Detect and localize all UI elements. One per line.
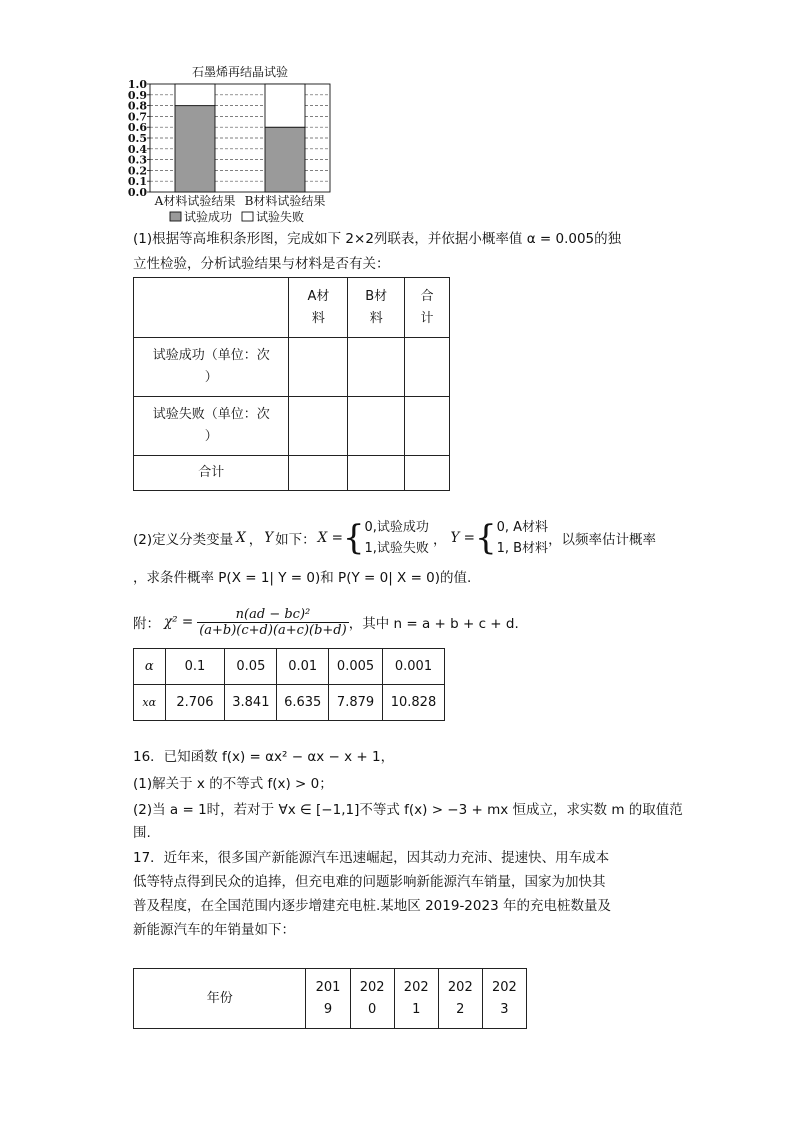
bar-fail	[175, 84, 215, 106]
y-tick-label: 0.8	[127, 99, 147, 113]
legend-label: 试验成功	[184, 210, 233, 224]
q1-line1: (1)根据等高堆积条形图，完成如下 2×2列联表，并依据小概率值 α = 0.005的独	[133, 231, 622, 247]
y-tick-label: 1.0	[127, 78, 147, 91]
table2-alpha-label: α	[134, 649, 166, 685]
table1-row-total: 合计	[134, 456, 289, 491]
table3-year: 202 1	[394, 969, 438, 1029]
table2-cell: 6.635	[277, 685, 329, 721]
q16-line4: 围.	[133, 825, 151, 841]
table1-cell	[289, 338, 348, 397]
q17-line4: 新能源汽车的年销量如下：	[133, 922, 295, 938]
contingency-table	[133, 277, 450, 491]
q2-line2: ，求条件概率 P(X = 1| Y = 0)和 P(Y = 0| X = 0)的值.	[133, 570, 472, 586]
table1-cell	[289, 397, 348, 456]
q1-line2: 立性检验，分析试验结果与材料是否有关：	[133, 256, 390, 272]
q17-line3: 普及程度，在全国范围内逐步增建充电桩.某地区 2019-2023 年的充电桩数量及	[133, 898, 611, 914]
table2-cell: 0.01	[277, 649, 329, 685]
table1-cell	[405, 456, 450, 491]
y-tick-label: 0.2	[127, 164, 147, 178]
table1-row-success: 试验成功（单位：次 ）	[134, 338, 289, 397]
y-tick-label: 0.3	[127, 153, 147, 167]
legend-swatch	[170, 212, 181, 221]
table1-cell	[405, 397, 450, 456]
y-tick-label: 0.7	[127, 110, 147, 124]
table1-cell	[348, 338, 405, 397]
table1-cell	[348, 456, 405, 491]
table2-x-label: xα	[134, 685, 166, 721]
table3-year: 202 3	[482, 969, 526, 1029]
stacked-bar-chart	[128, 62, 343, 227]
table1-corner	[134, 278, 289, 338]
critical-value-table	[133, 648, 445, 721]
table2-cell: 0.1	[165, 649, 225, 685]
brace-icon: {	[342, 518, 365, 558]
table1-cell	[348, 397, 405, 456]
table2-cell: 2.706	[165, 685, 225, 721]
y-tick-label: 0.6	[127, 121, 147, 135]
y-tick-label: 0.1	[127, 175, 147, 189]
table2-cell: 0.005	[329, 649, 383, 685]
bar-fail	[265, 84, 305, 127]
y-tick-label: 0.0	[127, 186, 147, 199]
table1-header-total: 合 计	[405, 278, 450, 338]
q16-line1: 16．已知函数 f(x) = αx² − αx − x + 1，	[133, 749, 395, 765]
table2-cell: 7.879	[329, 685, 383, 721]
table1-cell	[405, 338, 450, 397]
bar-success	[265, 127, 305, 192]
table2-cell: 3.841	[225, 685, 277, 721]
x-cases: 0,试验成功 1,试验失败	[364, 520, 429, 556]
table1-header-a: A材 料	[289, 278, 348, 338]
y-tick-label: 0.5	[127, 132, 147, 145]
q16-line3: (2)当 a = 1时，若对于 ∀x ∈ [−1,1]不等式 f(x) > −3 + mx 恒成立，求实数 m 的取值范	[133, 802, 683, 818]
formula-fraction: $\frac{\text{n(ad − bc)²}}{(a+b)(c+d)(a+c)(b+d)}$	[199, 606, 347, 638]
table2-cell: 10.828	[382, 685, 444, 721]
legend-swatch	[242, 212, 253, 221]
q17-line1: 17．近年来，很多国产新能源汽车迅速崛起，因其动力充沛、提速快、用车成本	[133, 850, 610, 866]
q17-line2: 低等特点得到民众的追捧，但充电难的问题影响新能源汽车销量，国家为加快其	[133, 874, 606, 890]
x-category-label: A材料试验结果	[154, 194, 236, 208]
table1-row-fail: 试验失败（单位：次 ）	[134, 397, 289, 456]
table3-year-label: 年份	[134, 969, 306, 1029]
table1-header-b: B材 料	[348, 278, 405, 338]
table1-cell	[289, 456, 348, 491]
chart-title: 石墨烯再结晶试验	[191, 65, 289, 79]
table3-year: 202 2	[438, 969, 482, 1029]
table2-cell: 0.001	[382, 649, 444, 685]
table2-cell: 0.05	[225, 649, 277, 685]
chart-container	[128, 62, 343, 227]
charging-pile-table	[133, 968, 527, 1029]
legend-label: 试验失败	[256, 210, 305, 224]
q2-line1: (2)定义分类变量 X ， Y 如下： X = { 0,试验成功 1,试验失败 ， Y = { 0, A材料 1, B材料 ，以频率估计概率	[133, 518, 657, 558]
brace-icon: {	[474, 518, 497, 558]
y-tick-label: 0.9	[127, 88, 147, 102]
table3-year: 201 9	[306, 969, 350, 1029]
bar-success	[175, 106, 215, 192]
chi-square-formula: 附： χ² = $\frac{\text{n(ad − bc)²}}{(a+b)(c+d)(a+c)(b+d)}$ ，其中 n = a + b + c + d.	[133, 606, 519, 638]
y-tick-label: 0.4	[127, 142, 147, 156]
x-category-label: B材料试验结果	[244, 194, 326, 208]
y-cases: 0, A材料 1, B材料	[496, 520, 549, 556]
table3-year: 202 0	[350, 969, 394, 1029]
q16-line2: (1)解关于 x 的不等式 f(x) > 0；	[133, 776, 333, 792]
